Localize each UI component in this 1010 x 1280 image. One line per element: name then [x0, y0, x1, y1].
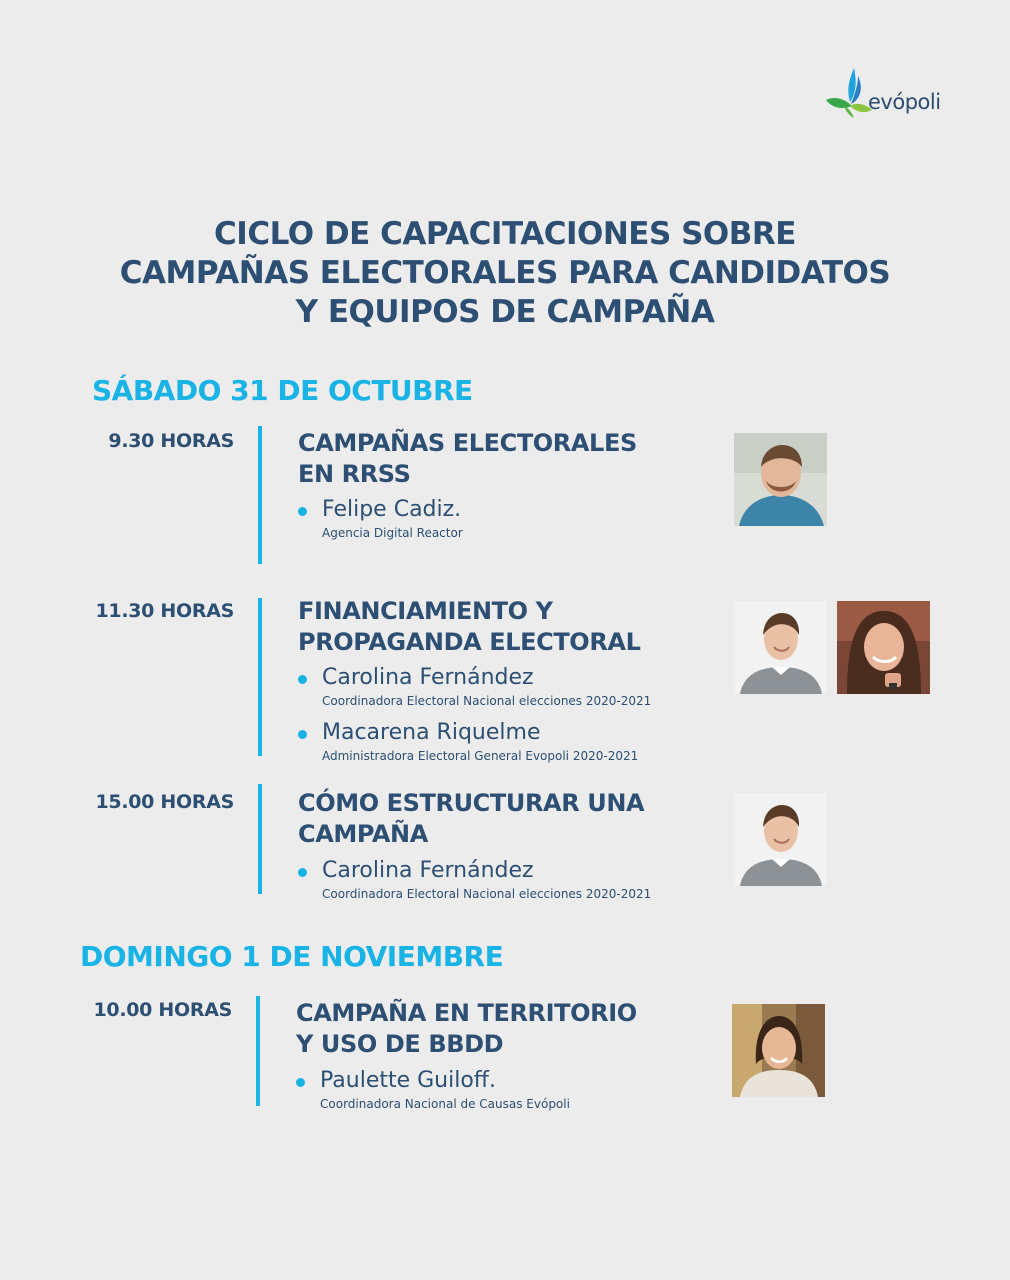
speaker-name: Felipe Cadiz. — [322, 497, 462, 522]
session-title — [298, 428, 637, 490]
title-line: CICLO DE CAPACITACIONES SOBRE — [214, 216, 796, 252]
timeline-divider — [258, 426, 262, 564]
session-time: 10.00 HORAS — [93, 999, 232, 1021]
day-heading: SÁBADO 31 DE OCTUBRE — [92, 374, 473, 407]
timeline-divider — [258, 598, 262, 756]
bullet-icon — [298, 730, 307, 739]
session-title-line: CAMPAÑA — [298, 820, 428, 848]
title-line: Y EQUIPOS DE CAMPAÑA — [295, 294, 715, 330]
session-title-line: CAMPAÑA EN TERRITORIO — [296, 999, 637, 1027]
session-title — [298, 596, 640, 658]
bullet-icon — [298, 507, 307, 516]
timeline-divider — [258, 784, 262, 894]
page-title — [0, 215, 1010, 332]
speaker-role: Coordinadora Electoral Nacional elecciones 2020-2021 — [322, 887, 652, 901]
session-title-line: CÓMO ESTRUCTURAR UNA — [298, 789, 645, 817]
speaker-name: Carolina Fernández — [322, 858, 534, 883]
speaker-name: Macarena Riquelme — [322, 720, 541, 745]
title-line: CAMPAÑAS ELECTORALES PARA CANDIDATOS — [119, 255, 891, 291]
timeline-divider — [256, 996, 260, 1106]
session-time: 15.00 HORAS — [95, 791, 234, 813]
bird-wings-icon — [824, 66, 874, 122]
speaker-photo — [837, 601, 930, 694]
speaker-role: Agencia Digital Reactor — [322, 526, 463, 540]
bullet-icon — [298, 868, 307, 877]
bullet-icon — [296, 1078, 305, 1087]
speaker-name: Carolina Fernández — [322, 665, 534, 690]
speaker-photo — [734, 793, 827, 886]
session-time: 9.30 HORAS — [108, 430, 234, 452]
evopoli-logo — [824, 66, 954, 122]
speaker-photo — [732, 1004, 825, 1097]
session-title — [296, 998, 637, 1060]
speaker-name: Paulette Guiloff. — [320, 1068, 496, 1093]
session-title-line: CAMPAÑAS ELECTORALES — [298, 429, 637, 457]
speaker-photo — [734, 601, 827, 694]
session-title-line: FINANCIAMIENTO Y — [298, 597, 553, 625]
session-title-line: Y USO DE BBDD — [296, 1030, 504, 1058]
bullet-icon — [298, 675, 307, 684]
speaker-role: Administradora Electoral General Evopoli 2020-2021 — [322, 749, 639, 763]
speaker-photo — [734, 433, 827, 526]
session-title-line: PROPAGANDA ELECTORAL — [298, 628, 641, 656]
speaker-role: Coordinadora Electoral Nacional elecciones 2020-2021 — [322, 694, 652, 708]
session-title — [298, 788, 644, 850]
speaker-role: Coordinadora Nacional de Causas Evópoli — [320, 1097, 570, 1111]
session-title-line: EN RRSS — [298, 460, 411, 488]
session-time: 11.30 HORAS — [95, 600, 234, 622]
brand-name: evópoli — [868, 90, 941, 114]
day-heading: DOMINGO 1 DE NOVIEMBRE — [80, 940, 504, 973]
